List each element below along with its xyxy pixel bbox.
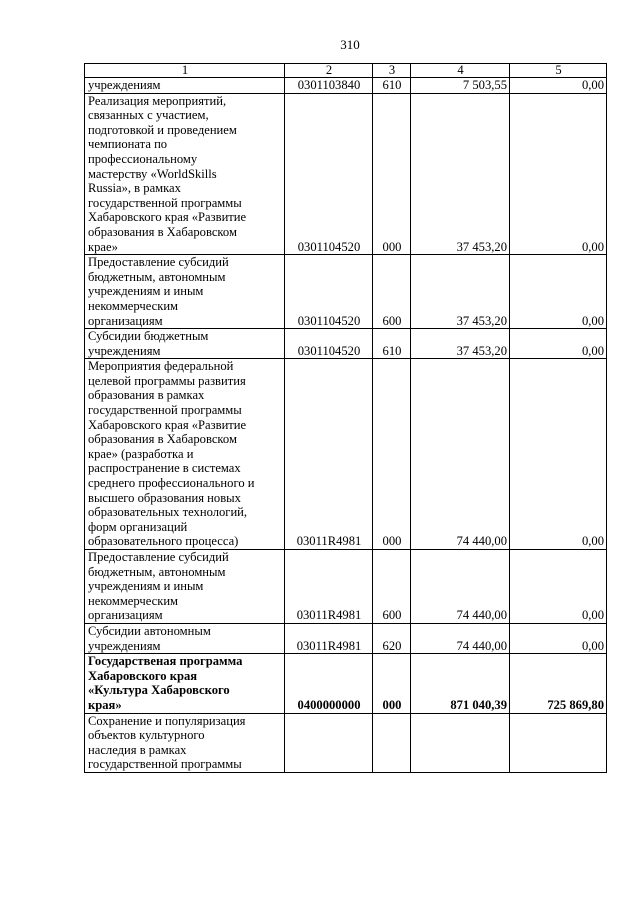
description-line: учреждениям и иным: [88, 579, 204, 594]
description-line: форм организаций: [88, 519, 188, 534]
row-expense-type: 000: [373, 93, 411, 255]
description-line: образования в рамках: [88, 388, 205, 403]
table-row: [85, 93, 607, 255]
row-amount-2: 725 869,80: [510, 654, 607, 713]
description-line: образования в Хабаровском: [88, 224, 237, 239]
row-description: [85, 78, 285, 94]
row-code: 0301103840: [285, 78, 373, 94]
row-amount-2: [510, 713, 607, 772]
row-amount-2: 0,00: [510, 359, 607, 550]
row-expense-type: 000: [373, 359, 411, 550]
row-expense-type: [373, 713, 411, 772]
description-line: учреждениям: [88, 343, 161, 358]
row-code: 0301104520: [285, 93, 373, 255]
description-line: «Культура Хабаровского: [88, 683, 230, 698]
description-line: связанных с участием,: [88, 108, 209, 123]
description-line: Предоставление субсидий: [88, 550, 229, 564]
description-line: края»: [88, 697, 122, 712]
description-line: государственной программы: [88, 403, 242, 418]
description-line: наследия в рамках: [88, 742, 187, 757]
row-amount-2: 0,00: [510, 93, 607, 255]
description-line: бюджетным, автономным: [88, 564, 226, 579]
row-expense-type: 610: [373, 78, 411, 94]
description-line: Субсидии автономным: [88, 623, 211, 638]
row-description: [85, 654, 285, 713]
description-line: организациям: [88, 608, 163, 623]
budget-table-body: [85, 64, 607, 773]
description-line: учреждениям: [88, 78, 161, 92]
row-amount-1: [411, 713, 510, 772]
row-amount-1: 74 440,00: [411, 550, 510, 624]
row-expense-type: 600: [373, 255, 411, 329]
table-row: [85, 255, 607, 329]
description-line: Предоставление субсидий: [88, 255, 229, 270]
row-expense-type: 600: [373, 550, 411, 624]
table-row: [85, 329, 607, 359]
header-col-2: 2: [285, 64, 373, 78]
description-line: мастерству «WorldSkills: [88, 166, 217, 181]
description-line: высшего образования новых: [88, 490, 241, 505]
description-line: учреждениям: [88, 638, 161, 653]
row-code: 03011R4981: [285, 623, 373, 653]
row-description: [85, 359, 285, 550]
description-line: Хабаровского края «Развитие: [88, 210, 247, 225]
description-line: Мероприятия федеральной: [88, 359, 234, 374]
header-row: [85, 64, 607, 78]
budget-table: [84, 63, 607, 773]
row-amount-1: 7 503,55: [411, 78, 510, 94]
row-description: [85, 329, 285, 359]
description-line: целевой программы развития: [88, 373, 246, 388]
page-number: 310: [340, 37, 360, 52]
row-code: 0301104520: [285, 255, 373, 329]
description-line: профессиональному: [88, 151, 198, 166]
description-line: чемпионата по: [88, 137, 168, 152]
description-line: государственной программы: [88, 757, 242, 772]
description-line: подготовкой и проведением: [88, 122, 237, 137]
description-line: учреждениям и иным: [88, 284, 204, 299]
row-expense-type: 000: [373, 654, 411, 713]
description-line: распространение в системах: [88, 461, 241, 476]
table-row: [85, 359, 607, 550]
table-row: [85, 623, 607, 653]
table-row: [85, 550, 607, 624]
row-description: [85, 255, 285, 329]
row-amount-2: 0,00: [510, 550, 607, 624]
row-description: [85, 623, 285, 653]
row-code: [285, 713, 373, 772]
row-description: [85, 713, 285, 772]
description-line: крае»: [88, 239, 118, 254]
description-line: Хабаровского края: [88, 668, 198, 683]
description-line: государственной программы: [88, 195, 242, 210]
row-amount-2: 0,00: [510, 329, 607, 359]
description-line: некоммерческим: [88, 593, 179, 608]
row-amount-2: 0,00: [510, 255, 607, 329]
description-line: объектов культурного: [88, 728, 205, 743]
description-line: Хабаровского края «Развитие: [88, 417, 247, 432]
description-line: Сохранение и популяризация: [88, 713, 246, 728]
row-amount-1: 74 440,00: [411, 359, 510, 550]
row-amount-1: 74 440,00: [411, 623, 510, 653]
row-code: 03011R4981: [285, 359, 373, 550]
header-col-4: 4: [411, 64, 510, 78]
description-line: Государственая программа: [88, 654, 243, 669]
row-amount-2: 0,00: [510, 78, 607, 94]
description-line: среднего профессионального и: [88, 476, 255, 491]
description-line: организациям: [88, 313, 163, 328]
row-amount-1: 871 040,39: [411, 654, 510, 713]
description-line: бюджетным, автономным: [88, 269, 226, 284]
table-row: [85, 654, 607, 713]
description-line: образовательных технологий,: [88, 505, 248, 520]
header-col-5: 5: [510, 64, 607, 78]
description-line: Russia», в рамках: [88, 181, 181, 196]
row-amount-2: 0,00: [510, 623, 607, 653]
header-col-1: 1: [85, 64, 285, 78]
description-line: образовательного процесса): [88, 534, 239, 549]
description-line: некоммерческим: [88, 298, 179, 313]
header-col-3: 3: [373, 64, 411, 78]
row-expense-type: 620: [373, 623, 411, 653]
description-line: Субсидии бюджетным: [88, 329, 209, 344]
row-code: 0400000000: [285, 654, 373, 713]
row-code: 0301104520: [285, 329, 373, 359]
row-amount-1: 37 453,20: [411, 93, 510, 255]
row-code: 03011R4981: [285, 550, 373, 624]
description-line: крае» (разработка и: [88, 446, 194, 461]
table-row: [85, 78, 607, 94]
row-amount-1: 37 453,20: [411, 329, 510, 359]
description-line: образования в Хабаровском: [88, 432, 237, 447]
description-line: Реализация мероприятий,: [88, 93, 227, 108]
row-amount-1: 37 453,20: [411, 255, 510, 329]
table-row: [85, 713, 607, 772]
row-description: [85, 93, 285, 255]
row-expense-type: 610: [373, 329, 411, 359]
row-description: [85, 550, 285, 624]
